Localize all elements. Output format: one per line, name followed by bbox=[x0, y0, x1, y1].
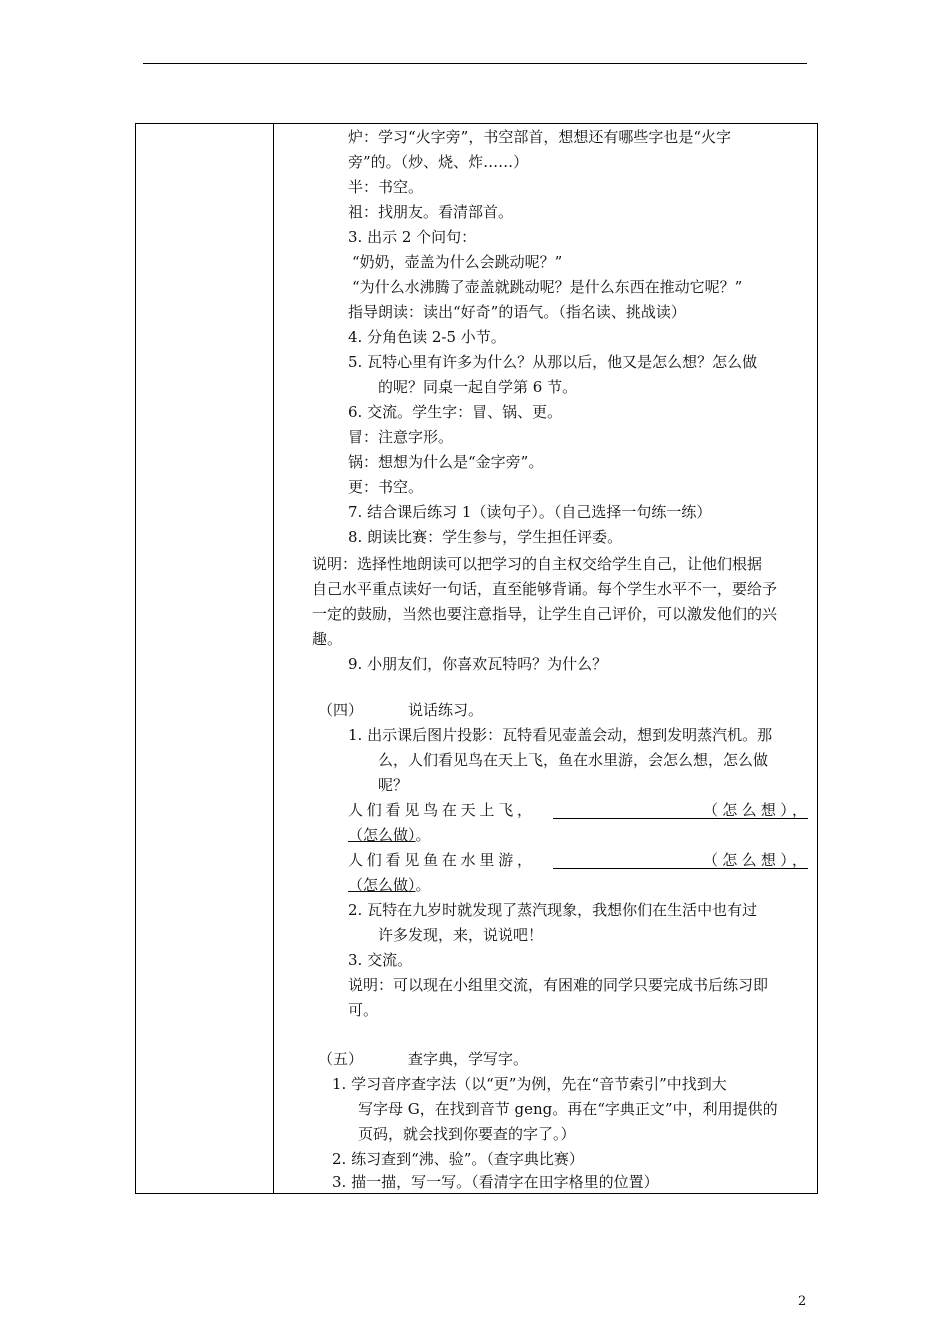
list-item: 7. 结合课后练习 1（读句子）。（自己选择一句练一练） bbox=[348, 503, 712, 521]
text-line: 指导朗读：读出“好奇”的语气。（指名读、挑战读） bbox=[348, 303, 686, 321]
list-item: 5. 瓦特心里有许多为什么？从那以后，他又是怎么想？怎么做 bbox=[348, 353, 758, 371]
list-item: 1. 学习音序查字法（以“更”为例，先在“音节索引”中找到大 bbox=[332, 1075, 727, 1093]
list-item: 6. 交流。学生字：冒、锅、更。 bbox=[348, 403, 563, 421]
fill-in-hint-underlined: （怎么做） bbox=[348, 876, 416, 894]
list-item: 3. 描一描，写一写。（看清字在田字格里的位置） bbox=[332, 1173, 659, 1191]
list-item: 2. 练习查到“沸、验”。（查字典比赛） bbox=[332, 1150, 584, 1168]
note-line: 说明：选择性地朗读可以把学习的自主权交给学生自己，让他们根据 bbox=[312, 555, 763, 573]
fill-in-hint-underlined: （怎么做） bbox=[348, 826, 416, 844]
text-line: 写字母 G，在找到音节 geng。再在“字典正文”中，利用提供的 bbox=[358, 1100, 778, 1118]
fill-in-prompt bbox=[348, 850, 532, 870]
text-line: 祖：找朋友。看清部首。 bbox=[348, 203, 514, 221]
text-line: 旁”的。（炒、烧、炸……） bbox=[348, 153, 529, 171]
section-title: 查字典，学写字。 bbox=[408, 1050, 529, 1068]
text-line: 的呢？同桌一起自学第 6 节。 bbox=[378, 378, 578, 396]
question-quote: “奶奶，壶盖为什么会跳动呢？” bbox=[352, 253, 563, 271]
note-line: 说明：可以现在小组里交流，有困难的同学只要完成书后练习即 bbox=[348, 976, 769, 994]
list-item: 1. 出示课后图片投影：瓦特看见壶盖会动，想到发明蒸汽机。那 bbox=[348, 726, 773, 744]
fill-in-hint-line: （怎么做）。 bbox=[348, 826, 431, 844]
list-item: 3. 交流。 bbox=[348, 951, 413, 969]
header-rule bbox=[143, 63, 807, 64]
list-item: 3. 出示 2 个问句： bbox=[348, 228, 477, 246]
page-number: 2 bbox=[798, 1294, 807, 1309]
note-line: 可。 bbox=[348, 1001, 379, 1019]
fill-in-prompt bbox=[348, 800, 532, 820]
text-line: 许多发现，来，说说吧！ bbox=[378, 926, 544, 944]
section-number: （五） bbox=[318, 1050, 364, 1068]
list-item: 9. 小朋友们，你喜欢瓦特吗？为什么？ bbox=[348, 655, 608, 673]
table-column-divider bbox=[273, 124, 274, 1193]
text-line: 锅：想想为什么是“金字旁”。 bbox=[348, 453, 544, 471]
text-line: 页码，就会找到你要查的字了。） bbox=[358, 1125, 576, 1143]
note-line: 自己水平重点读好一句话，直至能够背诵。每个学生水平不一，要给予 bbox=[312, 580, 778, 598]
list-item: 2. 瓦特在九岁时就发现了蒸汽现象，我想你们在生活中也有过 bbox=[348, 901, 758, 919]
text-line: 炉：学习“火字旁”，书空部首，想想还有哪些字也是“火字 bbox=[348, 128, 732, 146]
fill-in-prefix: 人们看见鱼在水里游， bbox=[348, 851, 532, 869]
section-title: 说话练习。 bbox=[408, 701, 484, 719]
list-item: 8. 朗读比赛：学生参与，学生担任评委。 bbox=[348, 528, 623, 546]
text-line: 呢？ bbox=[378, 776, 409, 794]
note-line: 趣。 bbox=[312, 630, 343, 648]
text-line: 么，人们看见鸟在天上飞，鱼在水里游，会怎么想，怎么做 bbox=[378, 751, 769, 769]
section-number: （四） bbox=[318, 701, 364, 719]
text-line: 更：书空。 bbox=[348, 478, 424, 496]
fill-in-prefix: 人们看见鸟在天上飞， bbox=[348, 801, 532, 819]
note-line: 一定的鼓励，当然也要注意指导，让学生自己评价，可以激发他们的兴 bbox=[312, 605, 778, 623]
list-item: 4. 分角色读 2-5 小节。 bbox=[348, 328, 506, 346]
text-line: 半：书空。 bbox=[348, 178, 424, 196]
text-line: 冒：注意字形。 bbox=[348, 428, 454, 446]
fill-in-hint-line: （怎么做）。 bbox=[348, 876, 431, 894]
question-quote: “为什么水沸腾了壶盖就跳动呢？是什么东西在推动它呢？” bbox=[352, 278, 743, 296]
fill-in-hint: （怎么想）， bbox=[703, 851, 807, 869]
fill-in-hint: （怎么想）， bbox=[703, 801, 807, 819]
